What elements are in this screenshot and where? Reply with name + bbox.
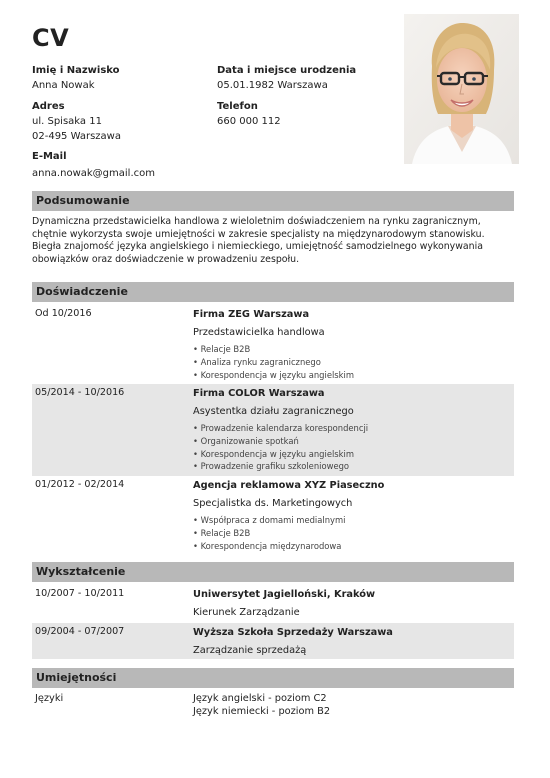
entry-bullets xyxy=(193,422,511,473)
languages-list xyxy=(193,692,511,718)
skills-heading: Umiejętności xyxy=(32,668,514,688)
bullet-item: • Korespondencja międzynarodowa xyxy=(193,540,511,553)
email-value: anna.nowak@gmail.com xyxy=(32,168,155,179)
education-entry xyxy=(32,623,514,659)
birth-block xyxy=(217,63,356,93)
experience-entry xyxy=(32,384,514,476)
address-line-1: ul. Spisaka 11 xyxy=(32,116,102,127)
birth-label: Data i miejsce urodzenia xyxy=(217,65,357,76)
entry-details xyxy=(193,588,511,619)
language-item: Język niemiecki - poziom B2 xyxy=(193,706,331,717)
portrait-image xyxy=(404,14,519,164)
name-block xyxy=(32,63,120,93)
entry-date: 01/2012 - 02/2014 xyxy=(35,479,125,490)
bullet-item: • Prowadzenie grafiku szkoleniowego xyxy=(193,460,511,473)
bullet-item: • Relacje B2B xyxy=(193,527,511,540)
education-entry xyxy=(32,585,514,623)
email-label: E-Mail xyxy=(32,151,67,162)
entry-date: Od 10/2016 xyxy=(35,308,92,319)
entry-details xyxy=(193,387,511,473)
address-block xyxy=(32,99,121,144)
phone-label: Telefon xyxy=(217,101,258,112)
entry-role: Asystentka działu zagranicznego xyxy=(193,406,354,417)
entry-details xyxy=(193,626,511,657)
entry-field: Zarządzanie sprzedażą xyxy=(193,645,307,656)
birth-value: 05.01.1982 Warszawa xyxy=(217,80,328,91)
entry-school: Wyższa Szkoła Sprzedaży Warszawa xyxy=(193,627,393,638)
bullet-item: • Współpraca z domami medialnymi xyxy=(193,514,511,527)
entry-company: Agencja reklamowa XYZ Piaseczno xyxy=(193,480,385,491)
entry-school: Uniwersytet Jagielloński, Kraków xyxy=(193,589,376,600)
name-label: Imię i Nazwisko xyxy=(32,65,120,76)
entry-bullets xyxy=(193,343,511,381)
phone-block xyxy=(217,99,281,129)
address-line-2: 02-495 Warszawa xyxy=(32,131,121,142)
entry-role: Specjalistka ds. Marketingowych xyxy=(193,498,353,509)
entry-company: Firma COLOR Warszawa xyxy=(193,388,325,399)
bullet-item: • Relacje B2B xyxy=(193,343,511,356)
entry-date: 09/2004 - 07/2007 xyxy=(35,626,125,637)
experience-entry xyxy=(32,476,514,560)
entry-field: Kierunek Zarządzanie xyxy=(193,607,300,618)
entry-date: 10/2007 - 10/2011 xyxy=(35,588,125,599)
entry-role: Przedstawicielka handlowa xyxy=(193,327,325,338)
experience-entry xyxy=(32,305,514,384)
entry-company: Firma ZEG Warszawa xyxy=(193,309,310,320)
address-label: Adres xyxy=(32,101,65,112)
bullet-item: • Korespondencja w języku angielskim xyxy=(193,369,511,382)
languages-label: Języki xyxy=(35,693,64,704)
name-value: Anna Nowak xyxy=(32,80,95,91)
summary-heading: Podsumowanie xyxy=(32,191,514,211)
experience-heading: Doświadczenie xyxy=(32,282,514,302)
bullet-item: • Analiza rynku zagranicznego xyxy=(193,356,511,369)
education-heading: Wykształcenie xyxy=(32,562,514,582)
entry-bullets xyxy=(193,514,511,552)
bullet-item: • Organizowanie spotkań xyxy=(193,435,511,448)
cv-title: CV xyxy=(32,24,70,52)
bullet-item: • Prowadzenie kalendarza korespondencji xyxy=(193,422,511,435)
email-block xyxy=(32,149,155,181)
entry-details xyxy=(193,479,511,552)
entry-date: 05/2014 - 10/2016 xyxy=(35,387,125,398)
bullet-item: • Korespondencja w języku angielskim xyxy=(193,448,511,461)
language-item: Język angielski - poziom C2 xyxy=(193,693,327,704)
profile-photo xyxy=(404,14,519,164)
phone-value: 660 000 112 xyxy=(217,116,281,127)
summary-text: Dynamiczna przedstawicielka handlowa z wieloletnim doświadczeniem na rynku zagranicznym, chętnie wykorzysta swoje umiejętności w zakresie specjalisty na międzynarodowym stanowisku. Biegła znajomość języka angielskiego i niemieckiego, umiejętność samodzielnego wykonywania obowiązków oraz doświadczenie w prowadzeniu zespołu. xyxy=(32,216,485,265)
entry-details xyxy=(193,308,511,381)
